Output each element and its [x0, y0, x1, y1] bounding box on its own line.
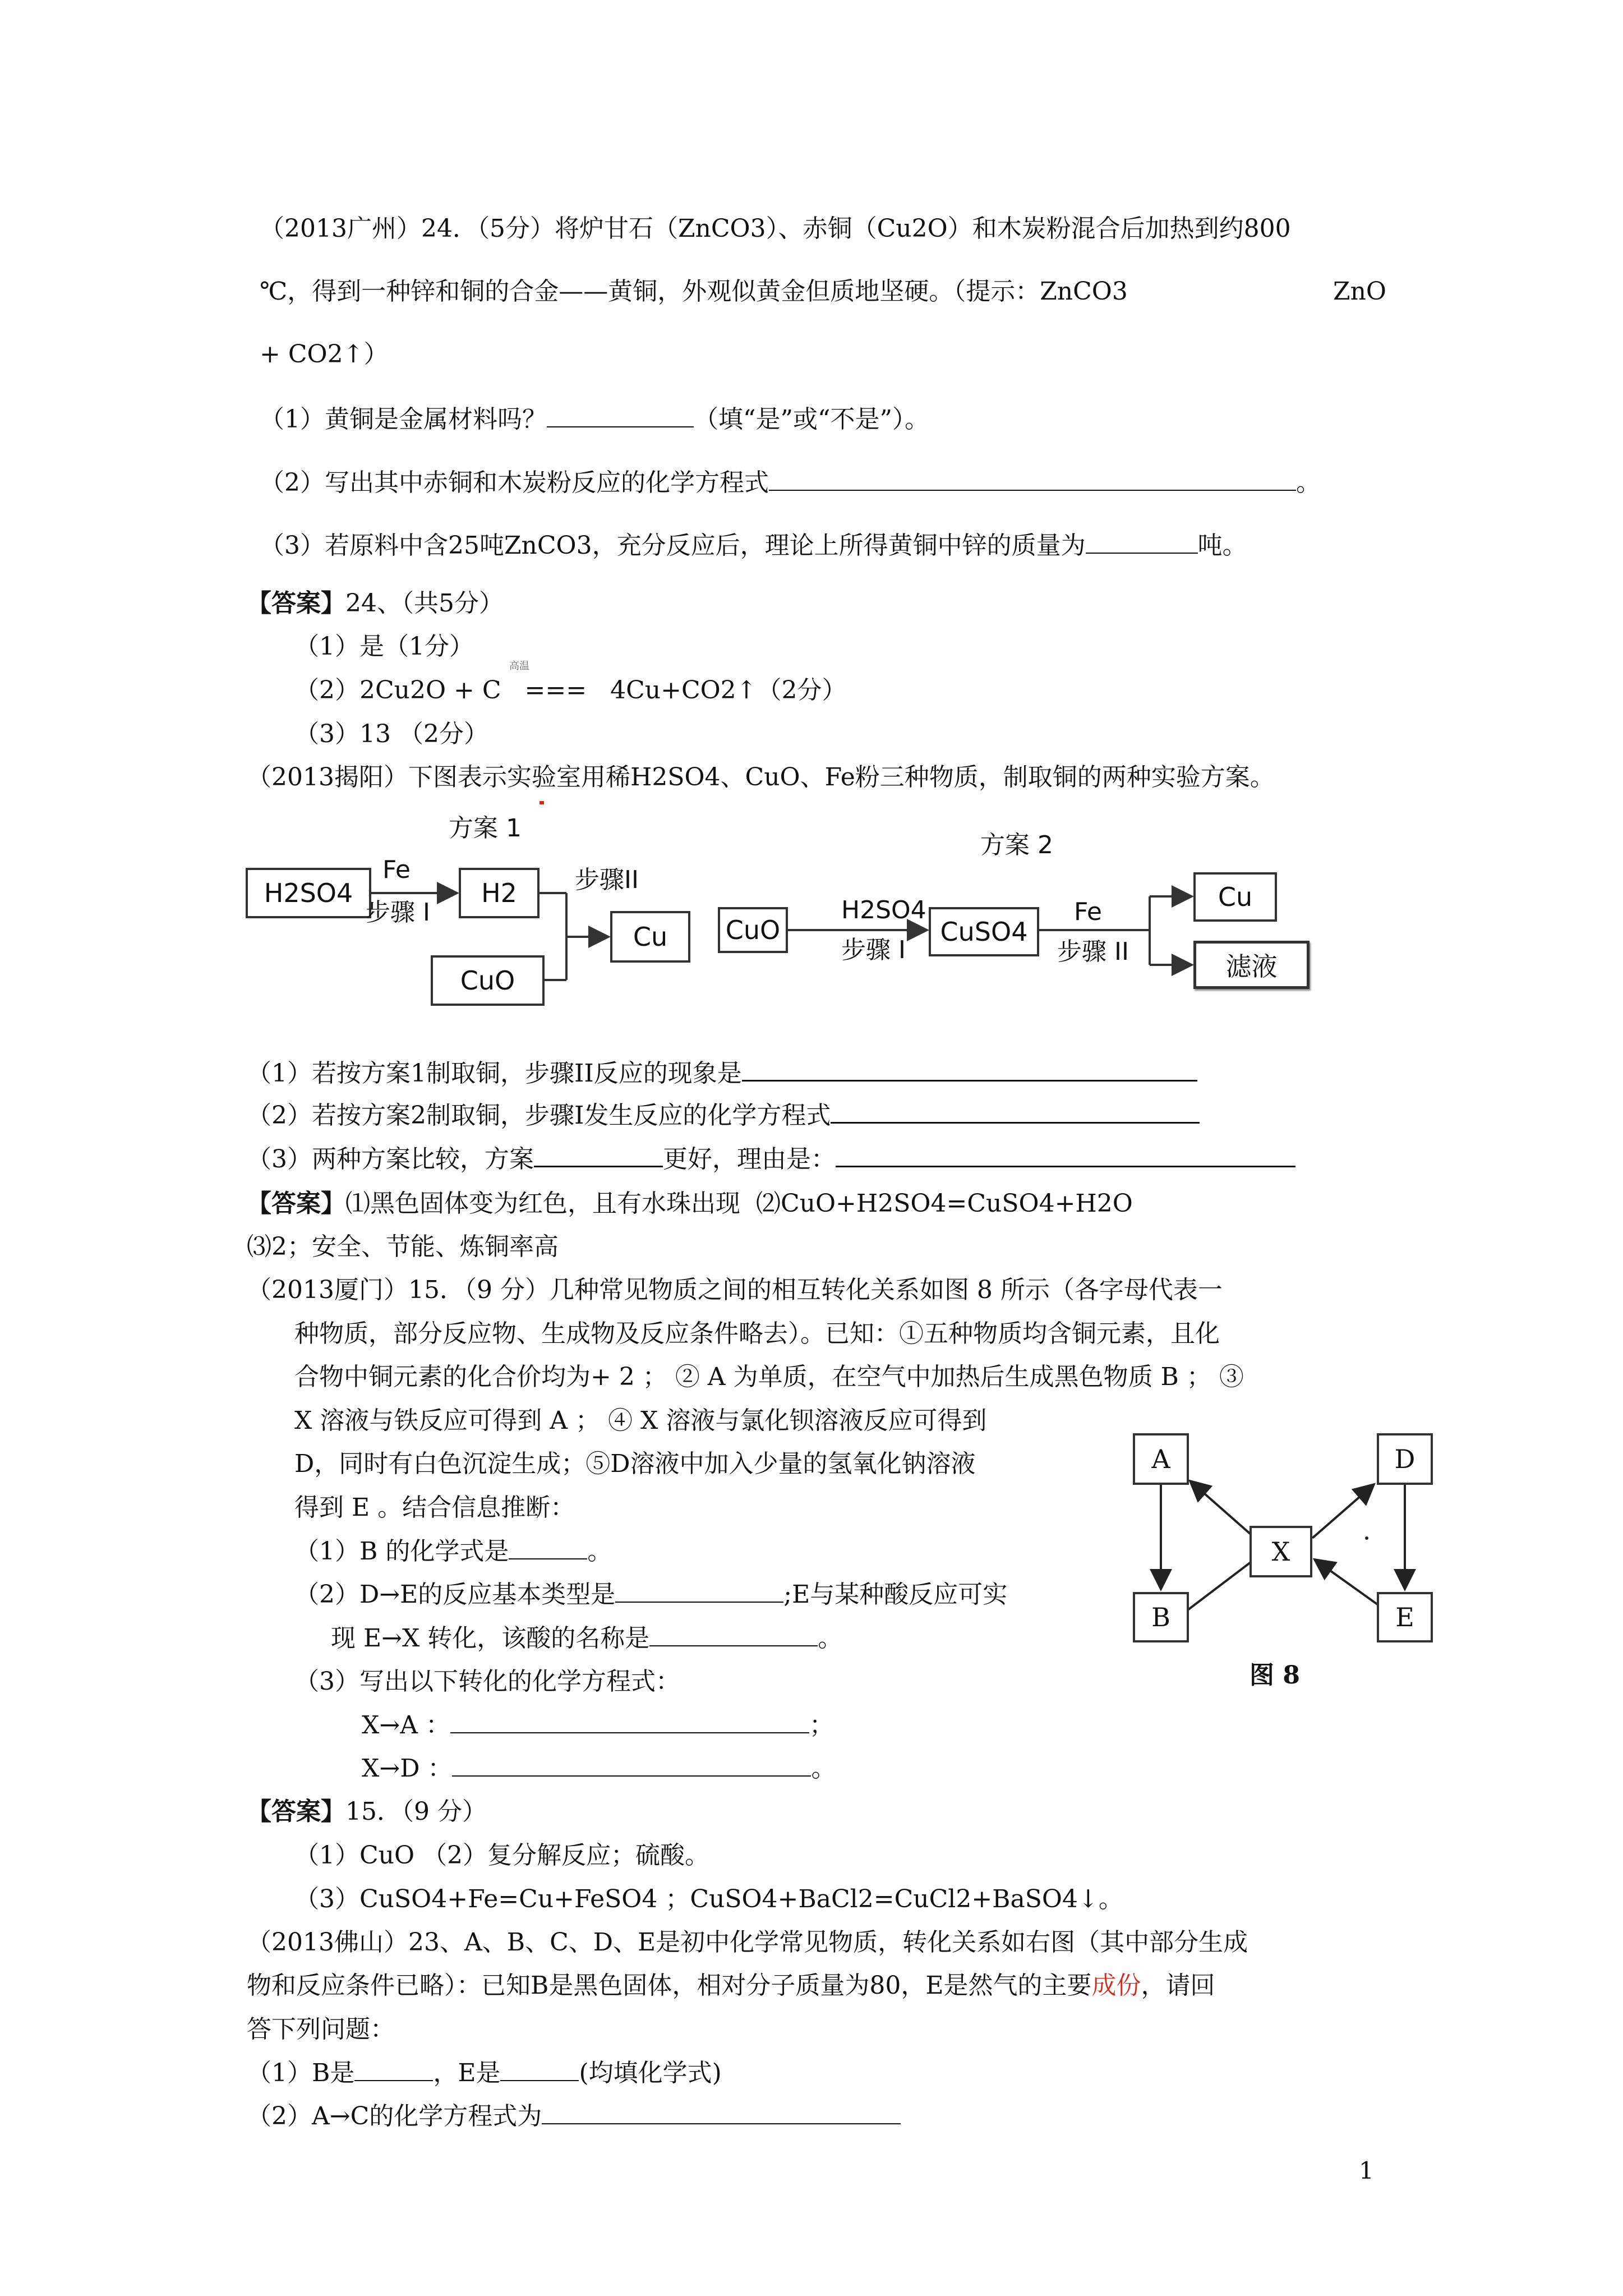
q24-line2-right: ZnO	[1333, 277, 1386, 306]
xiamen-q2b-text: 现 E→X 转化，该酸的名称是	[331, 1624, 650, 1653]
node-d: D	[1377, 1433, 1433, 1485]
plan1-box-h2so4: H2SO4	[246, 868, 371, 918]
xiamen-q1-text: （1）B 的化学式是	[294, 1537, 509, 1566]
xiamen-line6: 得到 E 。结合信息推断：	[294, 1493, 575, 1522]
node-a: A	[1133, 1433, 1189, 1485]
plan2-arrow1-top: H2SO4	[841, 896, 926, 924]
foshan-line1: （2013佛山）23、A、B、C、D、E是初中化学常见物质，转化关系如右图（其中部分生成	[247, 1928, 1248, 1957]
foshan-q1-blank-e[interactable]	[500, 2058, 579, 2081]
plan1-arrow-top: Fe	[382, 855, 411, 884]
xiamen-q2b-tail: 。	[818, 1624, 843, 1653]
xiamen-line3: 合物中铜元素的化合价均为+ 2 ； ② A 为单质，在空气中加热后生成黑色物质 B ； ③	[294, 1363, 1244, 1391]
q24-q2-text: （2）写出其中赤铜和木炭粉反应的化学方程式	[260, 468, 769, 497]
xiamen-answer-title: 15．（9 分）	[345, 1797, 487, 1826]
plan2-title: 方案 2	[980, 831, 1053, 859]
q24-q1-text: （1）黄铜是金属材料吗？	[260, 405, 547, 434]
plan2-arrow1-bottom: 步骤 I	[841, 936, 906, 964]
q24-answer-1: （1）是（1分）	[294, 632, 474, 661]
foshan-q1-text: （1）B是	[247, 2059, 355, 2087]
foshan-q1-tail: (均填化学式)	[579, 2059, 722, 2087]
xiamen-line5: D，同时有白色沉淀生成；⑤D溶液中加入少量的氢氧化钠溶液	[294, 1450, 976, 1478]
q24-q2-tail: 。	[1296, 468, 1321, 497]
q24-q3-tail: 吨。	[1197, 531, 1247, 560]
jieyang-q3-text: （3）两种方案比较，方案	[247, 1145, 534, 1174]
foshan-line2-red: 成份	[1091, 1971, 1141, 2000]
jieyang-q1-text: （1）若按方案1制取铜，步骤II反应的现象是	[247, 1059, 742, 1088]
plan1-box-cu: Cu	[610, 911, 690, 963]
foshan-q2-blank[interactable]	[542, 2101, 901, 2124]
xiamen-question-2b	[331, 1623, 842, 1654]
jieyang-q3-mid: 更好，理由是：	[663, 1145, 836, 1174]
xiamen-question-3b	[362, 1753, 836, 1784]
q24-answer-2-condition: 高温	[509, 660, 529, 672]
q24-q3-text: （3）若原料中含25吨ZnCO3，充分反应后，理论上所得黄铜中锌的质量为	[260, 531, 1086, 560]
red-mark	[540, 801, 544, 804]
answer-label: 【答案】	[247, 589, 345, 618]
plan2-box-cu: Cu	[1193, 872, 1277, 922]
q24-answer-title: 24、（共5分）	[345, 589, 504, 618]
plan2-box-cuo: CuO	[718, 907, 788, 953]
plan2-box-filtrate: 滤液	[1193, 941, 1310, 989]
q24-line3: + CO2↑）	[260, 340, 389, 369]
q24-answer-3: （3）13 （2分）	[294, 720, 488, 748]
xiamen-q3b-blank[interactable]	[452, 1753, 811, 1777]
xiamen-answer-1: （1）CuO （2）复分解反应；硫酸。	[294, 1841, 710, 1870]
plan2-box-cuso4: CuSO4	[929, 907, 1039, 956]
plan1-arrow-bottom: 步骤 I	[366, 898, 430, 927]
q24-q1-tail: （填“是”或“不是”）。	[694, 405, 929, 434]
xiamen-q1-tail: 。	[587, 1537, 612, 1566]
xiamen-q1-blank[interactable]	[509, 1536, 587, 1559]
foshan-line2-a: 物和反应条件已略）：已知B是黑色固体，相对分子质量为80，E是然气的主要	[247, 1971, 1092, 2000]
xiamen-q2-text: （2）D→E的反应基本类型是	[294, 1580, 616, 1609]
xiamen-answer-head	[247, 1796, 487, 1828]
xiamen-q3a-tail: ；	[809, 1711, 834, 1740]
xiamen-line1: （2013厦门）15．（9 分）几种常见物质之间的相互转化关系如图 8 所示（各字母代表一	[247, 1276, 1223, 1304]
xiamen-question-3a	[362, 1710, 834, 1741]
jieyang-answer-2: ⑶2；安全、节能、炼铜率高	[247, 1232, 559, 1261]
plan1-step2: 步骤II	[575, 866, 639, 894]
xiamen-line4: X 溶液与铁反应可得到 A ； ④ X 溶液与氯化钡溶液反应可得到	[294, 1406, 987, 1435]
xiamen-question-3: （3）写出以下转化的化学方程式：	[294, 1667, 680, 1696]
xiamen-q3a-blank[interactable]	[450, 1710, 809, 1733]
foshan-question-1	[247, 2058, 722, 2089]
foshan-q2-text: （2）A→C的化学方程式为	[247, 2102, 542, 2131]
xiamen-question-1	[294, 1536, 612, 1567]
jieyang-question-1	[247, 1057, 1197, 1089]
foshan-line2-b: ，请回	[1141, 1971, 1215, 2000]
xiamen-question-2	[294, 1579, 1007, 1611]
jieyang-question-2	[247, 1099, 1200, 1131]
answer-label: 【答案】	[247, 1189, 345, 1218]
jieyang-q3-blank-reason[interactable]	[836, 1143, 1295, 1167]
jieyang-answer-text: ⑴黑色固体变为红色，且有水珠出现 ⑵CuO+H2SO4=CuSO4+H2O	[345, 1189, 1133, 1218]
node-x: X	[1249, 1526, 1312, 1577]
page-number: 1	[1359, 2157, 1374, 2184]
jieyang-answer-1	[247, 1188, 1133, 1220]
xiamen-q2-mid: ;E与某种酸反应可实	[783, 1580, 1008, 1609]
q24-line1: （2013广州）24．（5分）将炉甘石（ZnCO3）、赤铜（Cu2O）和木炭粉混合后加热到约800	[260, 214, 1291, 243]
jieyang-flowchart	[0, 0, 1623, 1066]
foshan-question-2	[247, 2101, 901, 2132]
jieyang-q2-blank[interactable]	[831, 1099, 1200, 1124]
foshan-line2	[247, 1970, 1215, 2001]
jieyang-q2-text: （2）若按方案2制取铜，步骤I发生反应的化学方程式	[247, 1101, 831, 1130]
xiamen-q2-blank-acid[interactable]	[649, 1623, 818, 1646]
foshan-line3: 答下列问题：	[247, 2015, 395, 2044]
xiamen-answer-3: （3）CuSO4+Fe=Cu+FeSO4 ；CuSO4+BaCl2=CuCl2+BaSO4↓。	[294, 1885, 1123, 1913]
figure-caption: 图 8	[1249, 1661, 1300, 1690]
figure-dot	[1365, 1536, 1368, 1540]
xiamen-q3b-text: X→D ：	[362, 1754, 453, 1783]
plan1-box-cuo: CuO	[431, 955, 545, 1006]
q24-answer-2: （2）2Cu2O + C === 4Cu+CO2↑（2分）	[294, 676, 847, 705]
plan2-arrow2-top: Fe	[1074, 898, 1102, 926]
xiamen-q3b-tail: 。	[811, 1754, 836, 1783]
xiamen-figure-8	[1122, 1414, 1503, 1717]
jieyang-q3-blank-plan[interactable]	[534, 1143, 663, 1167]
plan2-arrow2-bottom: 步骤 II	[1057, 937, 1129, 966]
xiamen-line2: 种物质，部分反应物、生成物及反应条件略去）。已知：①五种物质均含铜元素，且化	[294, 1319, 1220, 1348]
plan1-title: 方案 1	[449, 814, 522, 843]
xiamen-q2-blank-type[interactable]	[615, 1579, 783, 1603]
foshan-q1-mid: ，E是	[433, 2059, 501, 2087]
jieyang-q1-blank[interactable]	[742, 1057, 1197, 1082]
answer-label: 【答案】	[247, 1797, 345, 1826]
jieyang-question-3	[247, 1143, 1295, 1175]
plan1-box-h2: H2	[459, 868, 540, 918]
node-b: B	[1133, 1592, 1189, 1642]
xiamen-q3a-text: X→A ：	[362, 1711, 450, 1740]
q24-line2-text: ℃，得到一种锌和铜的合金——黄铜，外观似黄金但质地坚硬。（提示：ZnCO3	[260, 277, 1128, 306]
jieyang-intro: （2013揭阳）下图表示实验室用稀H2SO4、CuO、Fe粉三种物质，制取铜的两种实验方案。	[247, 763, 1275, 792]
jieyang-flowchart-lines	[0, 0, 1623, 1066]
node-e: E	[1377, 1592, 1433, 1642]
foshan-q1-blank-b[interactable]	[354, 2058, 433, 2081]
